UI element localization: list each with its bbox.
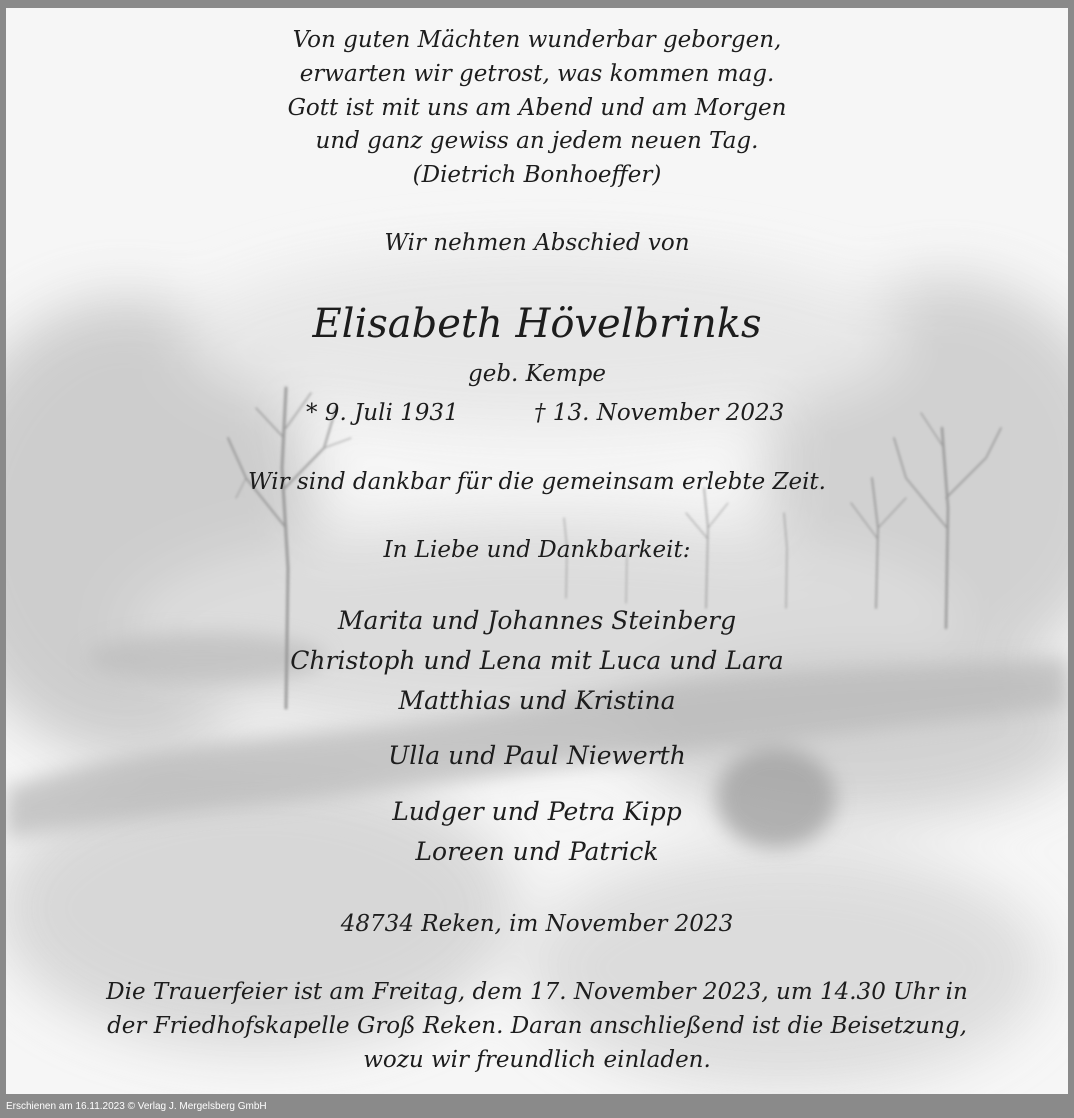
birth-date: * 9. Juli 1931: [306, 400, 459, 426]
poem-line: Gott ist mit uns am Abend und am Morgen: [287, 95, 787, 121]
poem-author: (Dietrich Bonhoeffer): [412, 162, 662, 188]
funeral-info-line: wozu wir freundlich einladen.: [363, 1047, 711, 1073]
poem-line: erwarten wir getrost, was kommen mag.: [299, 61, 775, 87]
mourner-line: Matthias und Kristina: [398, 686, 676, 715]
mourner-line: Christoph und Lena mit Luca und Lara: [290, 646, 784, 675]
signoff-text: In Liebe und Dankbarkeit:: [383, 537, 691, 563]
deceased-name: Elisabeth Hövelbrinks: [312, 301, 762, 347]
death-notice: [6, 8, 1068, 1094]
intro-text: Wir nehmen Abschied von: [384, 230, 690, 256]
notice-text: [6, 8, 1068, 1094]
funeral-info-line: der Friedhofskapelle Groß Reken. Daran anschließend ist die Beisetzung,: [107, 1013, 967, 1039]
mourner-line: Marita und Johannes Steinberg: [337, 606, 737, 635]
maiden-name: geb. Kempe: [468, 361, 606, 387]
poem-line: Von guten Mächten wunderbar geborgen,: [292, 27, 782, 53]
poem-line: und ganz gewiss an jedem neuen Tag.: [315, 128, 759, 154]
death-date: † 13. November 2023: [534, 400, 785, 426]
gratitude-text: Wir sind dankbar für die gemeinsam erlebte Zeit.: [248, 469, 826, 495]
mourner-line: Ludger und Petra Kipp: [392, 797, 682, 826]
mourner-line: Ulla und Paul Niewerth: [388, 741, 686, 770]
mourner-line: Loreen und Patrick: [415, 837, 659, 866]
publication-footer: Erschienen am 16.11.2023 © Verlag J. Mergelsberg GmbH: [6, 1101, 267, 1112]
funeral-info-line: Die Trauerfeier ist am Freitag, dem 17. November 2023, um 14.30 Uhr in: [106, 979, 968, 1005]
place-date: 48734 Reken, im November 2023: [340, 911, 734, 937]
